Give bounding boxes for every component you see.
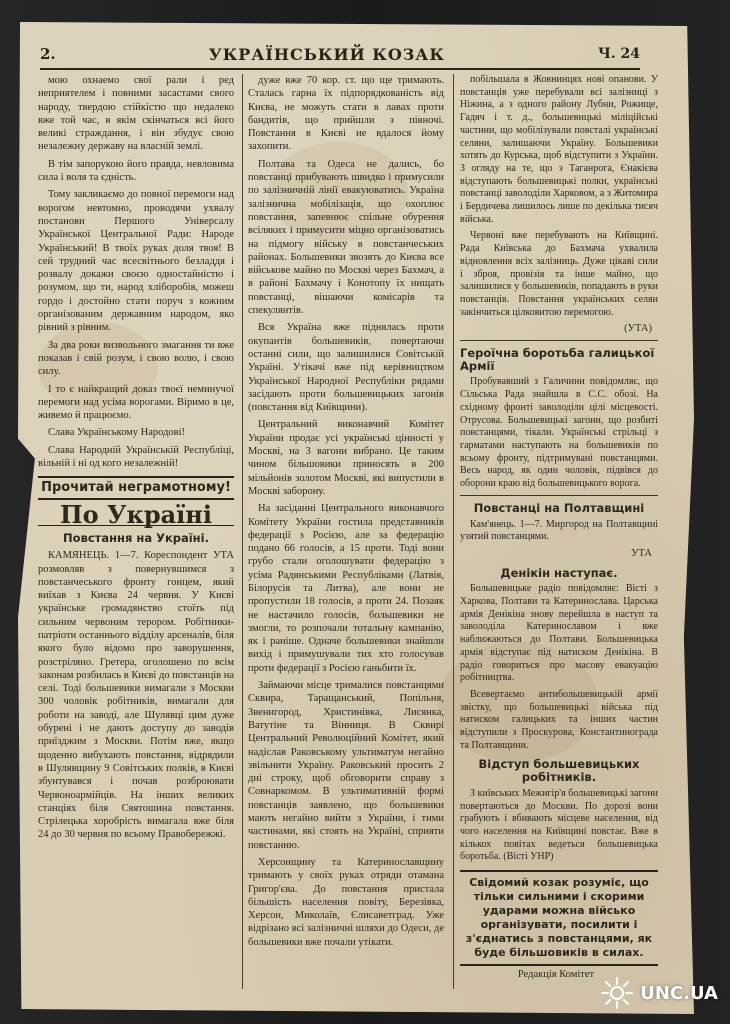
watermark bbox=[600, 976, 718, 1010]
masthead bbox=[40, 40, 640, 70]
article-headline: Повстання на Україні. bbox=[63, 530, 209, 545]
column-2 bbox=[248, 74, 444, 953]
banner-read-aloud: Прочитай неграмотному! bbox=[38, 476, 234, 499]
paragraph: І то є найкращий доказ твоєї неминучої перемоги над усіма ворогами. Віримо в це, живемо й працюємо. bbox=[38, 383, 234, 422]
paragraph: побільшала в Жовнинцях нові опанови. У повстанців уже перебували всі залізниці з Ніжина, а з одного району Лубни, Рожище, Гадяч і т. д., большевицькі міліційські частини, що мобілізували повсталі українські селяни, залишаючи Україну. Большевики хотять до Курська, щоб відступити з України. З огляду на те, що з Таганрога, Єнакієва відступають большевицькі полки, українські повстанці заволоділи Харковом, а з Житомира і Бердичева лишилось лише по декілька тисяч війська. bbox=[460, 74, 658, 225]
paragraph: Вся Україна вже піднялась проти окупантів большевиків, повертаючи останні сили, що залишилися Совітській Україні. Утікачі вже під керівництвом Української Народної Республіки рядами засідають проти большевицьких загонів (повстання від Київщини). bbox=[248, 322, 444, 414]
column-1 bbox=[38, 74, 234, 846]
watermark-text: UNC.UA bbox=[640, 982, 718, 1004]
sun-logo-icon bbox=[600, 976, 634, 1010]
article-body: Всевертаємо антибольшевицькій армії звістку, що большевицькі війська під натиском галицьких та інших частин відступили з Проскурова, Константинограда та Полтавщини. bbox=[460, 688, 658, 751]
page-number: 2. bbox=[40, 45, 56, 63]
paragraph: Херсонщину та Катеринославщину тримають у своїх руках отряди отамана Григор'єва. До повстання пристала більшість населення повіту, Березівка, Херсон, Миколаїв, Єлисаветград. Уже відрізано всі залізничні шляхи до Одеси, де большевики вже почали утікати. bbox=[248, 856, 444, 948]
paragraph: Центральний виконавчий Комітет України продає усі українські цінності у Москві, на 3 вагони вибрано. Це таким чином більшовики приносять в 200 мільйонів золотом Москві, які випустили в Москві заборону. bbox=[248, 419, 444, 497]
article-body: Пробувавший з Галичини повідомляє, що Сільська Рада знайшла в С.С. обозі. На східному фронті заволоділи цілі місцевості. Отрусова. Большевицькі загони, що розбиті повстанцями, тікали. Українські стрільці з гарматами наступають на большевиків по всьому фронту, підтримувані повстанцями. Весь народ, як один чоловік, підвівся до оборони краю від большевицького ворога. bbox=[460, 376, 658, 490]
boxed-appeal: Свідомий козак розуміє, що тільки сильними і скорими ударами можна військо організувати, посилити і з'єднатись з повстанцями, як буде більшовиків в силах. bbox=[460, 870, 658, 966]
footer-signature: Редакція Комітет bbox=[517, 969, 595, 981]
paragraph: Слава Народній Українській Республіці, вільній і ні од кого незалежній! bbox=[38, 444, 234, 470]
article-headline: Героїчна боротьба галицької Армії bbox=[460, 346, 655, 373]
section-title: По Україні bbox=[38, 508, 234, 526]
article-headline: Денікін наступає. bbox=[500, 565, 618, 580]
paragraph: Слава Українському Народові! bbox=[48, 427, 186, 439]
paragraph: мою охнаемо свої рали і ред неприятелем і повними засастами свого народу, твердою стійкістю що недалеко вже той час, в якім скінчаться всі його великі страждання, і він збудує свою незалежну державу на власній землі. bbox=[38, 75, 234, 153]
article-headline: Повстанці на Полтавщині bbox=[473, 500, 645, 515]
article-body: Кам'янець. 1—7. Миргород на Полтавщині узятий повстанцями. bbox=[460, 518, 658, 543]
article-body: Большевицьке радіо повідомляє: Вісті з Харкова, Полтави та Катеринослава. Царська армія Денікіна знову перейшла в наступ та заволоділа Катеринославом і вже наближаються до Полтави. Большевицька армія відступає під натиском Денікіна. В радіо говориться про масову евакуацію робітництва. bbox=[460, 583, 658, 684]
paragraph: Червоні вже перебувають на Київщині. Рада Київська до Бахмача ухвалила відновлення всіх залізниць. Дуже цікаві сили і зброя, провізія та інше майно, що залишилися у большевиків, попадають в руки повстанців. Повстання українських селян закінчиться цілковитою перемогою. bbox=[460, 230, 658, 318]
paragraph: Полтава та Одеса не дались, бо повстанці прибувають швидко і примусили по залізничній лінії евакуюватись. Україна залізнична мобілізація, що охоплює повстання, запевнює спільне обурення всіляких і примусити міцно організоватись на підмогу війську в повстанчеських районах. Большевики звозять до Києва все військове майно по Москві через Бахмач, а в районі Бахмачу і Конотопу їх нищать повстанці, вішаючи комісарів та спекулянтів. bbox=[248, 158, 444, 317]
column-3 bbox=[460, 74, 658, 986]
paragraph: За два роки визвольного змагання ти вже показав і свій розум, і свою волю, і свою силу. bbox=[38, 339, 234, 378]
paragraph: В тім запорукою його правда, невловима сила і воля та єдність. bbox=[38, 158, 234, 184]
newspaper-title: УКРАЇНСЬКИЙ КОЗАК bbox=[208, 44, 445, 64]
agency-signature: (УТА) bbox=[624, 323, 652, 335]
column-divider bbox=[242, 74, 243, 989]
agency-signature: УТА bbox=[631, 547, 652, 559]
divider bbox=[460, 495, 658, 496]
issue-number: Ч. 24 bbox=[597, 46, 640, 62]
article-headline: Відступ большевицьких робітників. bbox=[478, 757, 640, 785]
article-body: З київських Межигір'я большевицькі загони повертаються до Москви. По дорозі вони грабують і вбивають місцеве населення, від чого населення на Київщині повстає. Вже в кількох повітах ведеться большевицька боротьба. (Вісті УНР) bbox=[460, 787, 658, 863]
divider bbox=[460, 340, 658, 341]
paragraph: На засіданні Центрального виконавчого Комітету України гостила представників федерації з Росією, але за федерацію подано 66 голосів, а 15 проти. Тоді вони грубо стали оголошувати федерацію з усіма Радянськими Республіками (Латвія, Білорусія та Литва), але вони не пропустили 18 голосів, а проти 24. Позаяк не настачило голосів, большевики не змогли, то розпочали тотальну кампанію, як і раніше. Одначе большевики знайшли вихід і примушували тих хто голосував проти федерації з Росією ганьбити їх. bbox=[248, 503, 444, 674]
article-body: КАМЯНЕЦЬ. 1—7. Кореспондент УТА розмовляв з повернувшимся з повстанчеського фронту гонцем, який виїхав з Києва 24 червня. У Києві українське громадянство стоїть під сильним червоним терором. Робітники-патріоти останнього відділу арсеналів, біля якого було відомо про заворушення, розстріляно. Гретера, оголошено по всім законам розбилась в Києві до повстанців на селі. Тоді большевики вимагали з Москви 300 чоловік робітників, вимагали для роботи на заводі, але Шулявці цим дуже обурені і не дають доступу до заводів приїзджим з Москви. Потім вже, якщо щоденно вибухають повстання, відрядили в Шулявщину 9 Совітських полків, в Києві збунтувався і почав розброювати Червоноармійців. На інших великих станціях біля Святошина повстання. Стрілецька хоробрість вимагала вже біля 24 до 30 червня по всьому Правобережжі. bbox=[38, 550, 235, 841]
paragraph: Тому закликаємо до повної перемоги над ворогом невтомно, проводячи ухвалу постанови Першого Універсалу Української Центральної Ради: Народе Український! В твоїх руках доля твоя! В сей трудний час всесвітнього безладдя і розвалу докажи своєю одностайністю і розумом, що ти, народ хліборобів, можеш гордо і достойно стати поруч з кожним організованим державним народом, яко рівний з рівним. bbox=[38, 189, 234, 334]
column-divider bbox=[453, 74, 454, 989]
paragraph: дуже вже 70 кор. ст. що ще тримають. Сталась гарна їх підпорядкованість від Києва, не можуть стати в лавах проти бандитів, що прийшли з півночі. Повстання в Києві не вдалося йому захопити. bbox=[248, 75, 444, 153]
paragraph: Займаючи місце трималися повстанцями Сквира, Таращанський, Попільня, Звенигород, Христинівка, Лисянка, Ватутіне та Вінниця. В Сквирі Центральний Революційний Комітет, який надіслав Раковському ультиматум негайно звільнити Україну. Раковський просить 2 дні строку, щоб обговорити справу з Совнаркомом. В ультимативній формі повстанців заявлено, що большевики мають негайно вийти з України, і тими частинами, які стоять на Україні, сприяти повстанню. bbox=[248, 680, 444, 851]
